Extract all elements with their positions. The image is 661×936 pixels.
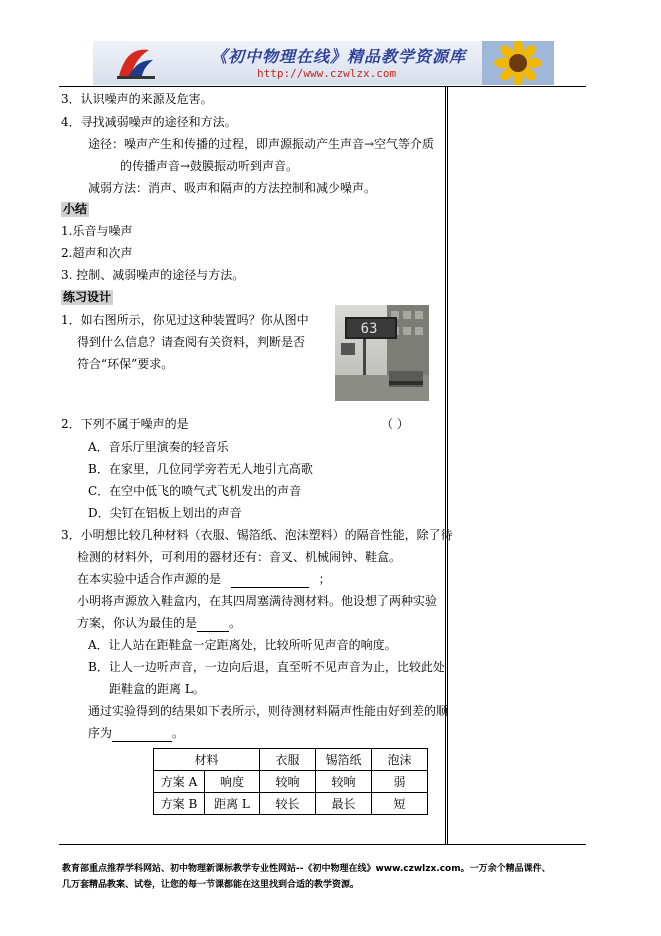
q3-line-5 (77, 615, 241, 632)
q2-option-a: A．音乐厅里演奏的轻音乐 (88, 440, 229, 454)
table-cell: 响度 (205, 771, 260, 793)
noise-monitor-photo (335, 305, 429, 401)
table-header-row (154, 749, 428, 771)
table-row (154, 793, 428, 815)
best-plan-blank[interactable] (197, 615, 229, 632)
q3-line-2: 检测的材料外，可利用的器材还有：音叉、机械闹钟、鞋盒。 (77, 550, 402, 564)
table-row (154, 771, 428, 793)
q3-line-3-text: 在本实验中适合作声源的是 (77, 572, 222, 586)
banner-title: 《初中物理在线》精品教学资源库 (211, 47, 467, 66)
q3-option-a: A．让人站在距鞋盒一定距离处，比较所听见声音的响度。 (88, 638, 397, 652)
table-cell: 方案 B (154, 793, 205, 815)
q3-line-3 (77, 571, 331, 588)
table-header-cell: 衣服 (260, 749, 316, 771)
logo-icon (115, 46, 157, 80)
q3-line-5-text: 方案，你认为最佳的是 (77, 616, 198, 630)
table-cell: 方案 A (154, 771, 205, 793)
q3-option-b-line-1: B．让人一边听声音，一边向后退，直至听不见声音为止，比较此处 (88, 660, 445, 674)
summary-item-2: 2.超声和次声 (61, 246, 133, 260)
column-divider (445, 86, 446, 844)
exercise-heading: 练习设计 (63, 290, 112, 304)
q1-line-1: 1．如右图所示，你见过这种装置吗？你从图中 (61, 313, 309, 327)
q3-line-1: 3．小明想比较几种材料（衣服、锡箔纸、泡沫塑料）的隔音性能，除了待 (61, 528, 453, 542)
q3-line-5-end: 。 (229, 616, 242, 630)
table-cell: 较响 (260, 771, 316, 793)
table-header-cell: 锡箔纸 (316, 749, 372, 771)
table-cell: 距离 L (205, 793, 260, 815)
summary-heading: 小结 (63, 202, 88, 216)
q1-line-3: 符合“环保”要求。 (77, 357, 174, 371)
header-banner (93, 41, 554, 85)
q3-line-6: 通过实验得到的结果如下表所示，则待测材料隔声性能由好到差的顺 (88, 704, 449, 718)
q3-line-7-text: 序为 (88, 726, 113, 740)
header-divider (59, 86, 586, 87)
sound-source-blank[interactable] (231, 571, 309, 588)
q2-option-b: B．在家里，几位同学旁若无人地引亢高歌 (88, 462, 313, 476)
item-4: 4．寻找减弱噪声的途径和方法。 (61, 115, 237, 129)
table-cell: 较响 (316, 771, 372, 793)
q3-line-3-end: ； (318, 572, 331, 586)
table-cell: 弱 (372, 771, 428, 793)
q3-line-7-end: 。 (172, 726, 185, 740)
results-table (153, 748, 428, 815)
summary-item-1: 1.乐音与噪声 (61, 224, 133, 238)
table-header-cell: 泡沫 (372, 749, 428, 771)
q3-line-7 (88, 725, 184, 742)
table-cell: 最长 (316, 793, 372, 815)
q3-option-b-line-2: 距鞋盒的距离 L。 (109, 682, 205, 696)
path-line-1: 途径：噪声产生和传播的过程，即声源振动产生声音→空气等介质 (88, 137, 435, 151)
q2-option-d: D．尖钉在铝板上划出的声音 (88, 506, 242, 520)
q3-line-4: 小明将声源放入鞋盒内，在其四周塞满待测材料。他设想了两种实验 (77, 594, 438, 608)
summary-item-3: 3. 控制、减弱噪声的途径与方法。 (61, 268, 245, 282)
footer-line-1: 教育部重点推荐学科网站、初中物理新课标教学专业性网站--《初中物理在线》www.czwlzx.com。一万余个精品课件、 (62, 864, 551, 874)
banner-url: http://www.czwlzx.com (257, 67, 397, 80)
q2-stem: 2．下列不属于噪声的是 (61, 417, 189, 431)
footer-divider (59, 844, 586, 845)
q2-answer-bracket: （ ） (381, 417, 409, 431)
sunflower-icon (482, 41, 554, 85)
ranking-blank[interactable] (112, 725, 172, 742)
q1-line-2: 得到什么信息？请查阅有关资料，判断是否 (77, 335, 306, 349)
table-header-cell: 材料 (154, 749, 260, 771)
item-3: 3．认识噪声的来源及危害。 (61, 92, 213, 106)
noise-display-value: 63 (360, 321, 378, 337)
reduction-method: 减弱方法：消声、吸声和隔声的方法控制和减少噪声。 (88, 181, 377, 195)
table-cell: 较长 (260, 793, 316, 815)
column-divider-inner (447, 86, 448, 844)
path-line-2: 的传播声音→鼓膜振动听到声音。 (120, 159, 299, 173)
footer-line-2: 几万套精品教案、试卷，让您的每一节课都能在这里找到合适的教学资源。 (62, 880, 360, 890)
q2-option-c: C．在空中低飞的喷气式飞机发出的声音 (88, 484, 302, 498)
table-cell: 短 (372, 793, 428, 815)
